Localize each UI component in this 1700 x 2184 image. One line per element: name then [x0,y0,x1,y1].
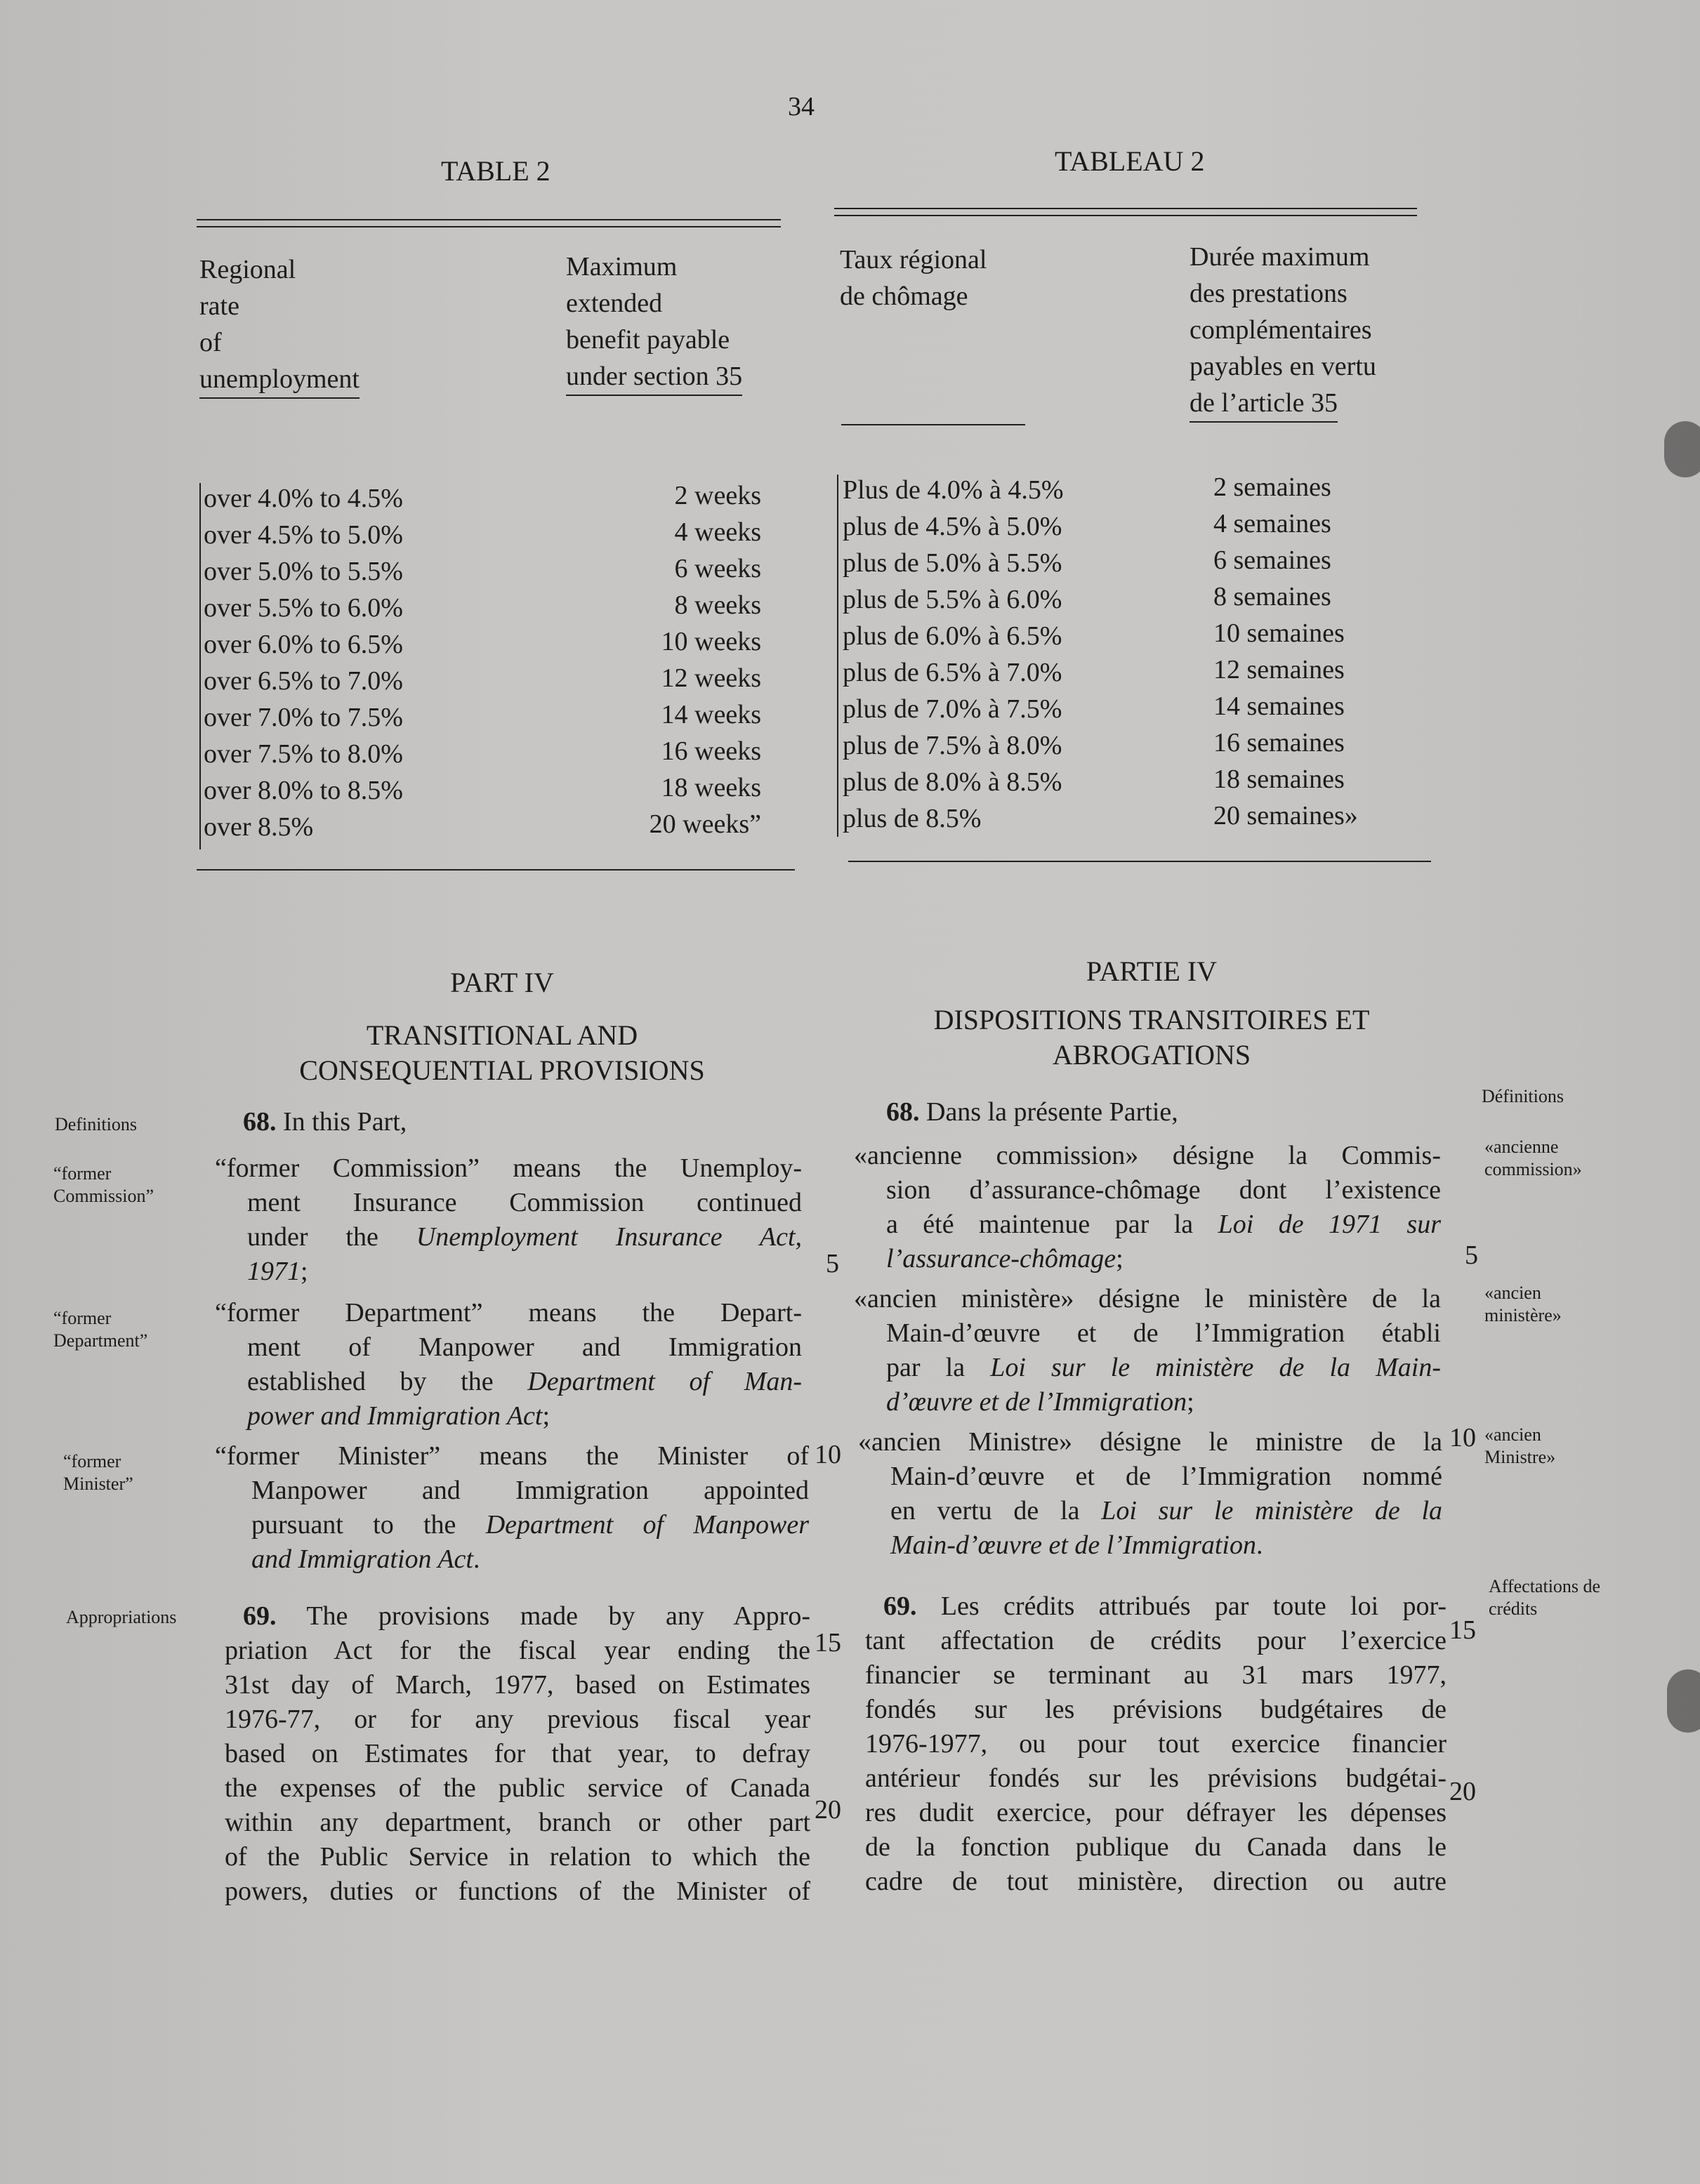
table-row: over 8.5% [204,812,314,842]
table-row: plus de 8.5% [843,804,982,833]
table-cell: 2 semaines [1213,472,1331,502]
table-row: over 5.0% to 5.5% [204,557,403,586]
table-cell: 4 weeks [674,517,761,547]
table-row: plus de 6.0% à 6.5% [843,621,1062,651]
table-row: plus de 7.5% à 8.0% [843,731,1062,760]
line-number-10-en: 10 [815,1440,841,1469]
definition-former-minister-en: “former Minister” means the Minister of Manpower and Immigration appointed pursuant to the Department of Manpower and Immigration Act. [215,1441,809,1574]
table-row: plus de 6.5% à 7.0% [843,658,1062,687]
sidenote-definitions-en: Definitions [55,1114,137,1134]
sidenote-former-minister: “former Minister” [63,1451,133,1494]
line-number-5-fr: 5 [1465,1240,1478,1270]
table-cell: 2 weeks [674,481,761,510]
table-fr-bottom-rule [848,861,1431,862]
table-row: plus de 5.5% à 6.0% [843,585,1062,614]
table-cell: 8 weeks [674,590,761,620]
table-en-col1-header: Regional rate of unemployment [199,251,360,399]
table-row: over 4.0% to 4.5% [204,484,403,513]
table-row: over 4.5% to 5.0% [204,520,403,550]
table-en-rates [204,480,403,845]
table-row: over 5.5% to 6.0% [204,593,403,623]
part-title-fr: DISPOSITIONS TRANSITOIRES ET ABROGATIONS [933,1004,1370,1071]
table-row: plus de 5.0% à 5.5% [843,548,1062,578]
table-en-left-bracket [199,483,201,849]
table-fr-top-rule [834,208,1417,209]
table-cell: 12 weeks [661,663,761,693]
table-cell: 4 semaines [1213,509,1331,538]
section-68-en: 68. In this Part, [243,1107,407,1137]
table-en-top-rule [197,219,781,220]
table-fr-rates [843,472,1064,837]
table-fr-benefits [1213,469,1358,834]
table-cell: 6 semaines [1213,545,1331,575]
section-69-fr: 69. Les crédits attribués par toute loi por- tant affectation de crédits pour l’exercice financier se terminant au 31 mars 1977, fondés sur les prévisions budgétaires de 1976-1977, ou pour tout exercice financier antérieur fondés sur les prévisions budgétai- res dudit exercice, pour défrayer les dépenses de la fonction publique du Canada dans le cadre de tout ministère, direction ou autre [865,1591,1447,1896]
sidenote-ancien-ministre: «ancien Ministre» [1484,1424,1556,1467]
table-en-bottom-rule [197,869,795,871]
table-fr-left-bracket [837,475,838,837]
sidenote-definitions-fr: Définitions [1482,1086,1564,1106]
sidenote-former-department: “former Department” [53,1308,148,1351]
table-row: plus de 7.0% à 7.5% [843,694,1062,724]
definition-ancien-ministre-fr: «ancien Ministre» désigne le ministre de la Main-d’œuvre et de l’Immigration nommé en vertu de la Loi sur le ministère de la Main-d’œuvre et de l’Immigration. [858,1427,1442,1560]
part-number-en: PART IV [450,967,554,998]
line-number-10-fr: 10 [1449,1423,1476,1452]
table-cell: 18 semaines [1213,765,1345,794]
table-title-fr: TABLEAU 2 [1055,145,1205,177]
table-fr-col2-header: Durée maximum des prestations complémentaires payables en vertu de l’article 35 [1190,239,1376,423]
section-69-en: 69. The provisions made by any Appro- priation Act for the fiscal year ending the 31st day of March, 1977, based on Estimates 1976-77, or for any previous fiscal year based on Estimates for that year, to defray the expenses of the public service of Canada within any department, branch or other part of the Public Service in relation to which the powers, duties or functions of the Minister of [225,1601,810,1906]
table-cell: 16 weeks [661,736,761,766]
sidenote-appropriations: Appropriations [66,1607,177,1627]
table-fr-top-rule-2 [834,215,1417,216]
sidenote-ancienne-commission: «ancienne commission» [1484,1137,1582,1179]
table-fr-col1-underline [841,424,1025,425]
table-cell: 10 weeks [661,627,761,656]
section-68-fr: 68. Dans la présente Partie, [886,1097,1178,1127]
table-cell: 16 semaines [1213,728,1345,757]
definition-ancien-ministere-fr: «ancien ministère» désigne le ministère de la Main-d’œuvre et de l’Immigration établi par la Loi sur le ministère de la Main- d’œuvre et de l’Immigration; [854,1284,1441,1417]
table-row: Plus de 4.0% à 4.5% [843,475,1064,505]
table-cell: 14 semaines [1213,691,1345,721]
table-cell: 20 weeks” [649,809,761,839]
table-cell: 14 weeks [661,700,761,729]
line-number-15-en: 15 [815,1628,841,1657]
table-cell: 8 semaines [1213,582,1331,611]
table-cell: 18 weeks [661,773,761,802]
table-row: plus de 8.0% à 8.5% [843,767,1062,797]
table-en-col2-header: Maximum extended benefit payable under section 35 [566,249,742,396]
table-fr-col1-header: Taux régional de chômage [840,245,987,311]
table-row: plus de 4.5% à 5.0% [843,512,1062,541]
part-number-fr: PARTIE IV [1086,955,1218,987]
definition-former-commission-en: “former Commission” means the Unemploy- ment Insurance Commission continued under the Unemployment Insurance Act, 1971; [215,1153,802,1286]
table-row: over 8.0% to 8.5% [204,776,403,805]
table-title-en: TABLE 2 [441,155,551,187]
definition-ancienne-commission-fr: «ancienne commission» désigne la Commis- sion d’assurance-chômage dont l’existence a été maintenue par la Loi de 1971 sur l’assurance-chômage; [854,1141,1442,1273]
part-title-en: TRANSITIONAL AND CONSEQUENTIAL PROVISIONS [299,1019,705,1086]
table-row: over 6.0% to 6.5% [204,630,403,659]
table-cell: 6 weeks [674,554,761,583]
table-cell: 10 semaines [1213,618,1345,648]
table-row: over 7.0% to 7.5% [204,703,403,732]
sidenote-former-commission: “former Commission” [53,1163,154,1206]
sidenote-affectations: Affectations de crédits [1489,1576,1601,1619]
table-en-top-rule-2 [197,226,781,227]
table-cell: 12 semaines [1213,655,1345,684]
binder-ring-bottom [1667,1669,1700,1733]
table-cell: 20 semaines» [1213,801,1358,830]
line-number-20-en: 20 [815,1795,841,1825]
line-number-15-fr: 15 [1449,1615,1476,1645]
binder-ring-top [1664,421,1700,477]
table-row: over 6.5% to 7.0% [204,666,403,696]
table-en-benefits [632,477,761,842]
line-number-20-fr: 20 [1449,1777,1476,1806]
page-number: 34 [788,92,815,121]
sidenote-ancien-ministere: «ancien ministère» [1484,1283,1562,1325]
table-row: over 7.5% to 8.0% [204,739,403,769]
line-number-5-en: 5 [826,1249,839,1278]
definition-former-department-en: “former Department” means the Depart- ment of Manpower and Immigration established by the Department of Man- power and Immigration Act; [215,1298,802,1431]
